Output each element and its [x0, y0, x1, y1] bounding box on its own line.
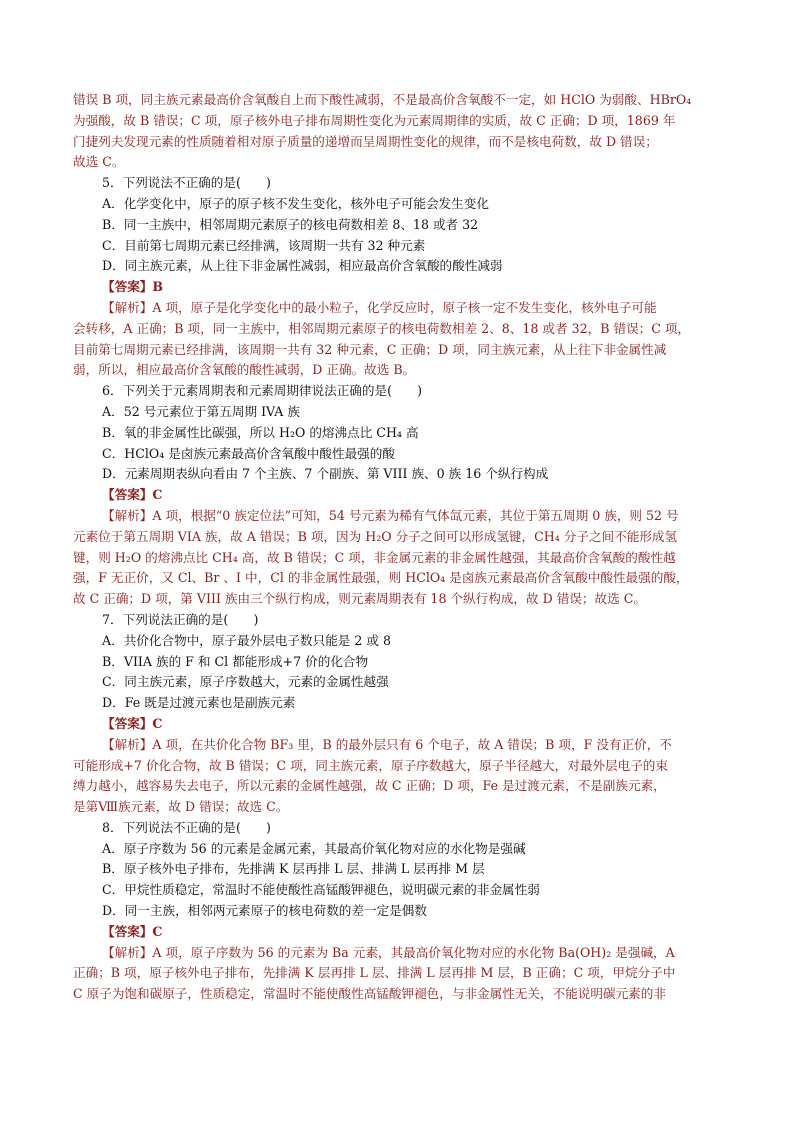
text-line: 【答案】C — [102, 923, 163, 939]
text-line: 故 C 正确；D 项，第 VIII 族由三个纵行构成，则元素周期表有 18 个纵行构成，故 D 错误；故选 C。 — [73, 591, 646, 607]
text-line: 可能形成+7 价化合物，故 B 错误；C 项，同主族元素，原子序数越大，原子半径越大，对最外层电子的束 — [73, 757, 668, 773]
text-line: 强，F 无正价，又 Cl、Br 、I 中，Cl 的非金属性最强，则 HClO₄ 是卤族元素最高价含氧酸中酸性最强的酸， — [73, 570, 689, 586]
text-line: 键，则 H₂O 的熔沸点比 CH₄ 高，故 B 错误；C 项，非金属元素的非金属性越强，其最高价含氧酸的酸性越 — [73, 549, 676, 565]
text-line: A．化学变化中，原子的原子核不发生变化，核外电子可能会发生变化 — [102, 195, 489, 211]
text-line: 缚力越小，越容易失去电子，所以元素的金属性越强，故 C 正确；D 项，Fe 是过渡元素，不是副族元素， — [73, 778, 666, 794]
text-line: 【解析】A 项，原子是化学变化中的最小粒子，化学反应时，原子核一定不发生变化，核外电子可能 — [102, 299, 657, 315]
text-line: C．同主族元素，原子序数越大，元素的金属性越强 — [102, 674, 389, 690]
text-line: B．原子核外电子排布，先排满 K 层再排 L 层、排满 L 层再排 M 层 — [102, 861, 485, 877]
text-line: 正确；B 项，原子核外电子排布，先排满 K 层再排 L 层、排满 L 层再排 M 层，B 正确；C 项，甲烷分子中 — [73, 965, 676, 981]
text-line: 【解析】A 项，在共价化合物 BF₃ 里，B 的最外层只有 6 个电子，故 A 错误；B 项，F 没有正价，不 — [102, 736, 672, 752]
text-line: 【答案】C — [102, 715, 163, 731]
text-line: 目前第七周期元素已经排满，该周期一共有 32 种元素，C 正确；D 项，同主族元素，从上往下非金属性减 — [73, 341, 667, 357]
text-line: D．同主族元素，从上往下非金属性减弱，相应最高价含氧酸的酸性减弱 — [102, 258, 503, 274]
text-line: 是第Ⅷ族元素，故 D 错误；故选 C。 — [73, 799, 289, 815]
text-line: D．Fe 既是过渡元素也是副族元素 — [102, 695, 296, 711]
text-line: 弱，所以，相应最高价含氧酸的酸性减弱，D 正确。故选 B。 — [73, 362, 416, 378]
text-line: 元素位于第五周期 VIA 族，故 A 错误；B 项，因为 H₂O 分子之间可以形成氢键，CH₄ 分子之间不能形成氢 — [73, 528, 678, 544]
text-line: A．52 号元素位于第五周期 IVA 族 — [102, 403, 300, 419]
text-line: 6．下列关于元素周期表和元素周期律说法正确的是( ) — [102, 383, 423, 399]
text-line: C．HClO₄ 是卤族元素最高价含氧酸中酸性最强的酸 — [102, 445, 395, 461]
text-line: D．同一主族，相邻两元素原子的核电荷数的差一定是偶数 — [102, 903, 427, 919]
text-line: 8．下列说法不正确的是( ) — [102, 819, 271, 835]
text-line: 故选 C。 — [73, 154, 125, 170]
text-line: A．原子序数为 56 的元素是金属元素，其最高价氧化物对应的水化物是强碱 — [102, 840, 526, 856]
text-line: 5．下列说法不正确的是( ) — [102, 175, 271, 191]
text-line: 门捷列夫发现元素的性质随着相对原子质量的递增而呈周期性变化的规律，而不是核电荷数，故 D 错误； — [73, 133, 658, 149]
text-line: A．共价化合物中，原子最外层电子数只能是 2 或 8 — [102, 632, 392, 648]
text-line: 【解析】A 项，原子序数为 56 的元素为 Ba 元素，其最高价氧化物对应的水化物 Ba(OH)₂ 是强碱，A — [102, 944, 675, 960]
text-line: 【答案】C — [102, 487, 163, 503]
text-line: 【解析】A 项，根据“0 族定位法”可知，54 号元素为稀有气体氙元素，其位于第五周期 0 族，则 52 号 — [102, 507, 679, 523]
text-line: 错误 B 项，同主族元素最高价含氧酸自上而下酸性减弱，不是最高价含氧酸不一定，如 HClO 为弱酸、HBrO₄ — [73, 92, 692, 107]
document-body — [73, 90, 723, 1005]
text-line: B．VIIA 族的 F 和 Cl 都能形成+7 价的化合物 — [102, 653, 369, 669]
text-line: B．同一主族中，相邻周期元素原子的核电荷数相差 8、18 或者 32 — [102, 216, 479, 232]
text-line: D．元素周期表纵向看由 7 个主族、7 个副族、第 VIII 族、0 族 16 个纵行构成 — [102, 466, 549, 482]
text-line: 【答案】B — [102, 279, 164, 295]
text-line: B．氧的非金属性比碳强，所以 H₂O 的熔沸点比 CH₄ 高 — [102, 424, 419, 440]
text-line: 为强酸，故 B 错误；C 项，原子核外电子排布周期性变化为元素周期律的实质，故 C 正确；D 项，1869 年 — [73, 112, 676, 128]
text-line: 会转移，A 正确；B 项，同一主族中，相邻周期元素原子的核电荷数相差 2、8、18 或者 32，B 错误；C 项， — [73, 320, 691, 336]
text-line: C 原子为饱和碳原子，性质稳定，常温时不能使酸性高锰酸钾褪色，与非金属性无关，不能说明碳元素的非 — [73, 986, 666, 1002]
text-line: C．甲烷性质稳定，常温时不能使酸性高锰酸钾褪色，说明碳元素的非金属性弱 — [102, 882, 540, 898]
text-line: C．目前第七周期元素已经排满，该周期一共有 32 种元素 — [102, 237, 426, 253]
text-line: 7．下列说法正确的是( ) — [102, 611, 259, 627]
